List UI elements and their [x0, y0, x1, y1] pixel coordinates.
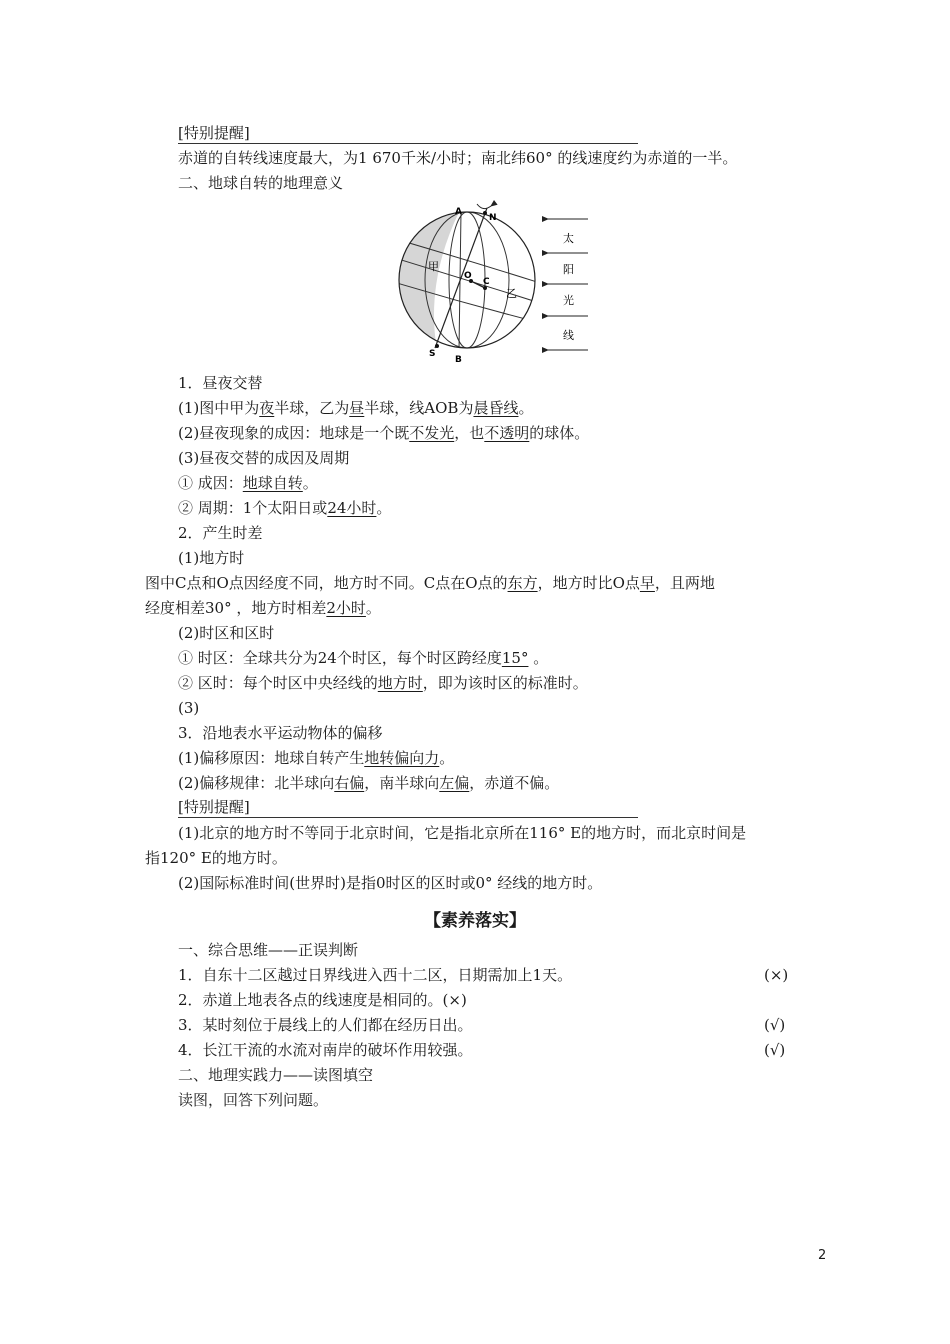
subsection-title: 1．昼夜交替: [178, 374, 263, 392]
paragraph: 图中C点和O点因经度不同，地方时不同。C点在O点的东方，地方时比O点早，且两地: [145, 574, 715, 592]
label-s: S: [429, 349, 436, 359]
reminder-text: 赤道的自转线速度最大，为1 670千米/小时；南北纬60° 的线速度约为赤道的一半。: [178, 149, 738, 167]
question-text: 1．自东十二区越过日界线进入西十二区，日期需加上1天。: [178, 966, 573, 984]
paragraph: (2)时区和区时: [178, 624, 275, 642]
point-s: [435, 344, 439, 348]
sunlight-char: 阳: [563, 263, 574, 276]
reminder-text: 指120° E的地方时。: [145, 849, 287, 867]
subsection-title: 3．沿地表水平运动物体的偏移: [178, 724, 383, 742]
sunlight-char: 线: [563, 329, 574, 342]
label-c: C: [483, 277, 490, 287]
answer-mark: (√): [764, 1041, 786, 1059]
label-yi: 乙: [506, 287, 517, 300]
special-reminder-label: [特别提醒]: [178, 124, 250, 142]
question-text: 3．某时刻位于晨线上的人们都在经历日出。: [178, 1016, 473, 1034]
paragraph: (2)昼夜现象的成因：地球是一个既不发光，也不透明的球体。: [178, 424, 590, 442]
section-title: 二、地球自转的地理意义: [178, 174, 344, 192]
answer-mark: (√): [764, 1016, 786, 1034]
reminder-text: (1)北京的地方时不等同于北京时间，它是指北京所在116° E的地方时，而北京时间是: [178, 824, 747, 842]
paragraph: ① 成因：地球自转。: [178, 474, 318, 492]
page-number: 2: [818, 1248, 827, 1263]
label-b: B: [455, 355, 462, 365]
answer-mark: (×): [764, 966, 789, 984]
paragraph: (1)图中甲为夜半球，乙为昼半球，线AOB为晨昏线。: [178, 399, 534, 417]
part-title: 二、地理实践力——读图填空: [178, 1066, 374, 1084]
question-text: 4．长江干流的水流对南岸的破坏作用较强。: [178, 1041, 473, 1059]
label-n: N: [489, 213, 497, 223]
paragraph: (3)昼夜交替的成因及周期: [178, 449, 350, 467]
paragraph: ① 时区：全球共分为24个时区，每个时区跨经度15° 。: [178, 649, 549, 667]
point-n: [483, 211, 487, 215]
special-reminder-2: [178, 797, 638, 818]
paragraph: 读图，回答下列问题。: [178, 1091, 329, 1109]
label-a: A: [455, 207, 462, 217]
label-jia: 甲: [428, 260, 439, 273]
earth-rotation-figure: [385, 198, 610, 368]
special-reminder-1: [178, 123, 638, 144]
paragraph: (2)偏移规律：北半球向右偏，南半球向左偏，赤道不偏。: [178, 774, 560, 792]
subsection-title: 2．产生时差: [178, 524, 263, 542]
sunlight-char: 太: [563, 232, 574, 245]
special-reminder-label: [特别提醒]: [178, 798, 250, 816]
section-heading: 【素养落实】: [424, 911, 526, 931]
paragraph: (1)地方时: [178, 549, 245, 567]
paragraph: 经度相差30° ，地方时相差2小时。: [145, 599, 381, 617]
paragraph: ② 区时：每个时区中央经线的地方时，即为该时区的标准时。: [178, 674, 588, 692]
reminder-text: (2)国际标准时间(世界时)是指0时区的区时或0° 经线的地方时。: [178, 874, 603, 892]
paragraph: (1)偏移原因：地球自转产生地转偏向力。: [178, 749, 455, 767]
part-title: 一、综合思维——正误判断: [178, 941, 359, 959]
sunlight-char: 光: [563, 294, 574, 307]
paragraph: (3): [178, 699, 200, 717]
question-text: 2．赤道上地表各点的线速度是相同的。(×): [178, 991, 467, 1009]
label-o: O: [464, 271, 472, 281]
rotation-arrow-icon: [477, 204, 491, 209]
paragraph: ② 周期：1个太阳日或24小时。: [178, 499, 392, 517]
